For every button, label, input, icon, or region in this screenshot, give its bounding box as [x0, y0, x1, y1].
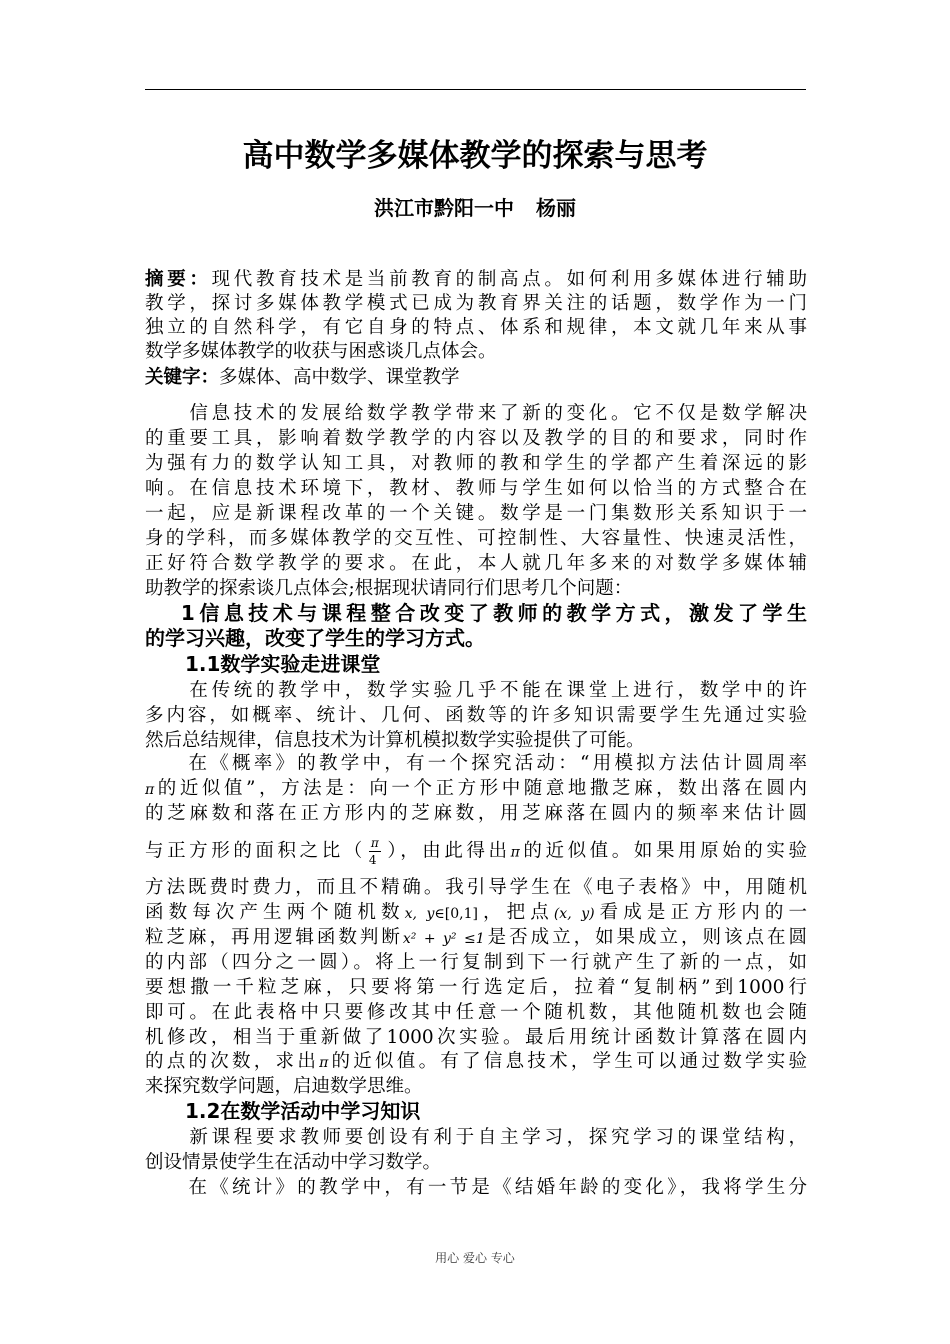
pi-symbol: π — [319, 1055, 329, 1071]
section-1-2-heading: 1.2在数学活动中学习知识 — [145, 1099, 421, 1123]
paragraph-line: 即可。在此表格中只要修改其中任意一个随机数，其他随机数也会随 — [145, 1002, 807, 1023]
math-interval: ∈[0,1] — [434, 906, 478, 922]
author-name: 杨丽 — [536, 196, 576, 220]
abstract-line: 教学，探讨多媒体教学模式已成为教育界关注的话题，数学作为一门 — [145, 293, 807, 314]
abstract-line: 摘要：现代教育技术是当前教育的制高点。如何利用多媒体进行辅助 — [145, 269, 807, 290]
keywords-line — [145, 366, 807, 390]
pi-symbol: π — [145, 782, 155, 798]
paragraph-line: 多内容，如概率、统计、几何、函数等的许多知识需要学生先通过实验 — [145, 705, 807, 726]
intro-line: 一起，应是新课程改革的一个关键。数学是一门集数形关系知识于一 — [145, 503, 807, 524]
abstract-label: 摘要： — [145, 269, 212, 290]
paragraph-line: 的点的次数，求出π的近似值。有了信息技术，学生可以通过数学实验 — [145, 1051, 807, 1072]
paragraph-line: 粒芝麻，再用逻辑函数判断x² + y² ≤1是否成立，如果成立，则该点在圆 — [145, 927, 807, 948]
intro-line: 信息技术的发展给数学教学带来了新的变化。它不仅是数学解决 — [145, 403, 807, 424]
pi-symbol: π — [510, 844, 520, 861]
intro-line: 的重要工具，影响着数学教学的内容以及教学的目的和要求，同时作 — [145, 428, 807, 449]
keywords-label: 关键字： — [145, 367, 220, 388]
header-rule — [145, 89, 806, 90]
paragraph-line: 的内部（四分之一圆）。将上一行复制到下一行就产生了新的一点，如 — [145, 952, 807, 973]
paragraph-line: 机修改，相当于重新做了1000次实验。最后用统计函数计算落在圆内 — [145, 1027, 807, 1048]
intro-line: 助教学的探索谈几点体会;根据现状请同行们思考几个问题： — [145, 578, 633, 599]
paragraph-line: 的芝麻数和落在正方形内的芝麻数，用芝麻落在圆内的频率来估计圆 — [145, 803, 807, 824]
keywords-text: 多媒体、高中数学、课堂教学 — [219, 367, 460, 388]
paragraph-line: 创设情景使学生在活动中学习数学。 — [145, 1152, 442, 1173]
math-inequality: x² + y² ≤1 — [402, 931, 485, 947]
author-line — [0, 192, 950, 221]
paragraph-line: 函数每次产生两个随机数x, y∈[0,1]，把点(x, y)看成是正方形内的一 — [145, 902, 807, 923]
paragraph-line: 新课程要求教师要创设有利于自主学习，探究学习的课堂结构， — [145, 1127, 807, 1148]
intro-line: 响。在信息技术环境下，教材、教师与学生如何以恰当的方式整合在 — [145, 478, 807, 499]
intro-line: 身的学科，而多媒体教学的交互性、可控制性、大容量性、快速灵活性， — [145, 528, 807, 549]
section-1-heading: 的学习兴趣，改变了学生的学习方式。 — [145, 626, 485, 650]
intro-line: 正好符合数学教学的要求。在此，本人就几年多来的对数学多媒体辅 — [145, 553, 807, 574]
math-point: (x, y) — [553, 906, 595, 922]
paragraph-line: 在传统的教学中，数学实验几乎不能在课堂上进行，数学中的许 — [145, 680, 807, 701]
abstract-line: 数学多媒体教学的收获与困惑谈几点体会。 — [145, 341, 497, 362]
paragraph-line: 来探究数学问题，启迪数学思维。 — [145, 1076, 423, 1097]
abstract-line: 独立的自然科学，有它自身的特点、体系和规律，本文就几年来从事 — [145, 317, 807, 338]
intro-line: 为强有力的数学认知工具，对教师的教和学生的学都产生着深远的影 — [145, 453, 807, 474]
page-footer: 用心 爱心 专心 — [435, 1251, 515, 1265]
pi-over-4-fraction: $\frac{\pi}{4}$ — [368, 836, 379, 867]
paragraph-line: 在《统计》的教学中，有一节是《结婚年龄的变化》，我将学生分 — [145, 1177, 807, 1198]
section-1-heading: 1信息技术与课程整合改变了教师的教学方式，激发了学生 — [145, 601, 807, 625]
paragraph-line: 与正方形的面积之比（ $\frac{\pi}{4}$ ），由此得出π的近似值。如果用原始的实验 — [145, 836, 807, 867]
paragraph-line: 然后总结规律，信息技术为计算机模拟数学实验提供了可能。 — [145, 730, 645, 751]
paragraph-line: 要想撒一千粒芝麻，只要将第一行选定后，拉着“复制柄”到1000行 — [145, 977, 807, 998]
document-title: 高中数学多媒体教学的探索与思考 — [242, 138, 708, 174]
paragraph-line: π的近似值”，方法是：向一个正方形中随意地撒芝麻，数出落在圆内 — [145, 778, 807, 799]
author-school: 洪江市黔阳一中 — [374, 196, 514, 220]
paragraph-line: 在《概率》的教学中，有一个探究活动：“用模拟方法估计圆周率 — [145, 753, 807, 774]
math-xy: x, y — [404, 906, 435, 922]
paragraph-line: 方法既费时费力，而且不精确。我引导学生在《电子表格》中，用随机 — [145, 877, 807, 898]
section-1-1-heading: 1.1数学实验走进课堂 — [145, 652, 381, 676]
